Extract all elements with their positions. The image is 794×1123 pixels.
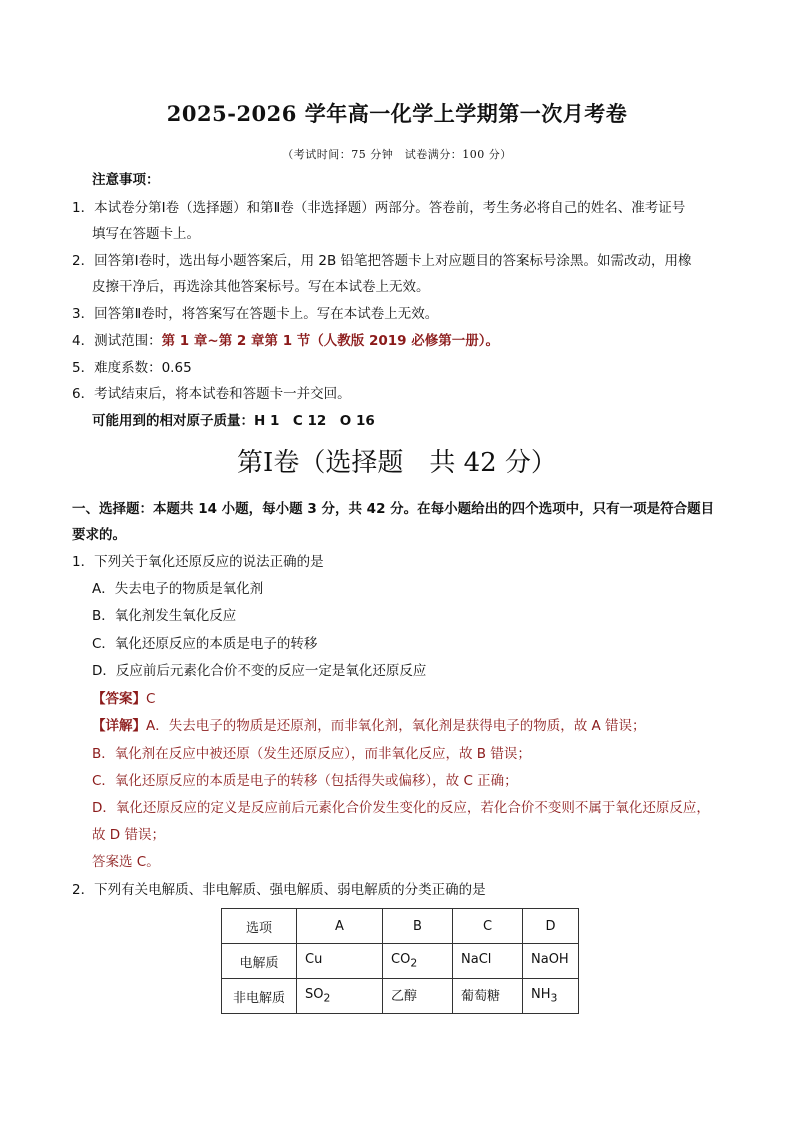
- note-number: 2．: [72, 253, 95, 269]
- note-text: 回答第Ⅱ卷时，将答案写在答题卡上。写在本试卷上无效。: [94, 306, 439, 322]
- row-label: 非电解质: [222, 979, 297, 1014]
- q1-option-c: C．氧化还原反应的本质是电子的转移: [92, 636, 318, 652]
- table-header-cell: A: [297, 909, 383, 944]
- table-header-cell: D: [523, 909, 579, 944]
- note-number: 6．: [72, 386, 95, 402]
- q1-detail-line-6: 答案选 C。: [92, 854, 160, 870]
- table-cell: 葡萄糖: [453, 979, 523, 1014]
- answer-label: 【答案】: [92, 691, 146, 707]
- q1-answer: [92, 689, 155, 709]
- table-cell: $CO_2$: [383, 944, 453, 979]
- q1-detail-line-1: [92, 716, 646, 736]
- note-text: 回答第Ⅰ卷时，选出每小题答案后，用 2B 铅笔把答题卡上对应题目的答案标号涂黑。如需改动，用橡: [94, 253, 692, 269]
- section-instructions-line-1: 一、选择题：本题共 14 小题，每小题 3 分，共 42 分。在每小题给出的四个选项中，只有一项是符合题目: [72, 501, 715, 517]
- note-3: [72, 304, 438, 324]
- exam-subtitle: （考试时间：75 分钟 试卷满分：100 分）: [282, 148, 512, 161]
- table-row: [222, 979, 579, 1014]
- table-cell: NaCl: [453, 944, 523, 979]
- row-label: 电解质: [222, 944, 297, 979]
- note-text: 测试范围：: [94, 333, 162, 349]
- note-text: 难度系数：0.65: [94, 360, 192, 376]
- note-5: [72, 358, 192, 378]
- note-4: [72, 331, 499, 351]
- atomic-masses: 可能用到的相对原子质量：H 1 C 12 O 16: [92, 413, 375, 429]
- answer-value: C: [146, 691, 156, 707]
- table-cell: NaOH: [523, 944, 579, 979]
- note-6: [72, 384, 351, 404]
- note-1-line-1: [72, 198, 685, 218]
- test-scope: 第 1 章~第 2 章第 1 节（人教版 2019 必修第一册）。: [161, 333, 500, 349]
- table-header-cell: C: [453, 909, 523, 944]
- q1-stem: 1．下列关于氧化还原反应的说法正确的是: [72, 554, 324, 570]
- table-row: [222, 944, 579, 979]
- q1-detail-line-5: 故 D 错误；: [92, 827, 165, 843]
- note-number: 1．: [72, 200, 95, 216]
- q1-detail-line-2: B．氧化剂在反应中被还原（发生还原反应），而非氧化反应，故 B 错误；: [92, 746, 531, 762]
- note-number: 5．: [72, 360, 95, 376]
- q1-detail-line-4: D．氧化还原反应的定义是反应前后元素化合价发生变化的反应，若化合价不变则不属于氧化还原反应，: [92, 800, 710, 816]
- note-number: 4．: [72, 333, 95, 349]
- q1-option-d: D．反应前后元素化合价不变的反应一定是氧化还原反应: [92, 663, 427, 679]
- note-text: 本试卷分第Ⅰ卷（选择题）和第Ⅱ卷（非选择题）两部分。答卷前，考生务必将自己的姓名、准考证号: [94, 200, 686, 216]
- table-header-row: [222, 909, 579, 944]
- table-header-cell: B: [383, 909, 453, 944]
- note-1-line-2: 填写在答题卡上。: [92, 226, 200, 242]
- note-2-line-2: 皮擦干净后，再选涂其他答案标号。写在本试卷上无效。: [92, 279, 430, 295]
- detail-label: 【详解】: [92, 718, 146, 734]
- table-cell: Cu: [297, 944, 383, 979]
- table-header-cell: 选项: [222, 909, 297, 944]
- table-cell: 乙醇: [383, 979, 453, 1014]
- q1-option-a: A．失去电子的物质是氧化剂: [92, 581, 264, 597]
- detail-text: A．失去电子的物质是还原剂，而非氧化剂，氧化剂是获得电子的物质，故 A 错误；: [146, 718, 646, 734]
- note-2-line-1: [72, 251, 692, 271]
- section-heading: 第Ⅰ卷（选择题 共 42 分）: [237, 448, 557, 478]
- note-number: 3．: [72, 306, 95, 322]
- exam-title: 2025-2026 学年高一化学上学期第一次月考卷: [166, 101, 628, 126]
- note-text: 考试结束后，将本试卷和答题卡一并交回。: [94, 386, 351, 402]
- q2-stem: 2．下列有关电解质、非电解质、强电解质、弱电解质的分类正确的是: [72, 882, 486, 898]
- notes-heading: 注意事项：: [92, 172, 160, 188]
- table-cell: $NH_3$: [523, 979, 579, 1014]
- section-instructions-line-2: 要求的。: [72, 527, 126, 543]
- classification-table: [221, 908, 579, 1014]
- table-cell: $SO_2$: [297, 979, 383, 1014]
- q1-option-b: B．氧化剂发生氧化反应: [92, 608, 237, 624]
- q1-detail-line-3: C．氧化还原反应的本质是电子的转移（包括得失或偏移），故 C 正确；: [92, 773, 518, 789]
